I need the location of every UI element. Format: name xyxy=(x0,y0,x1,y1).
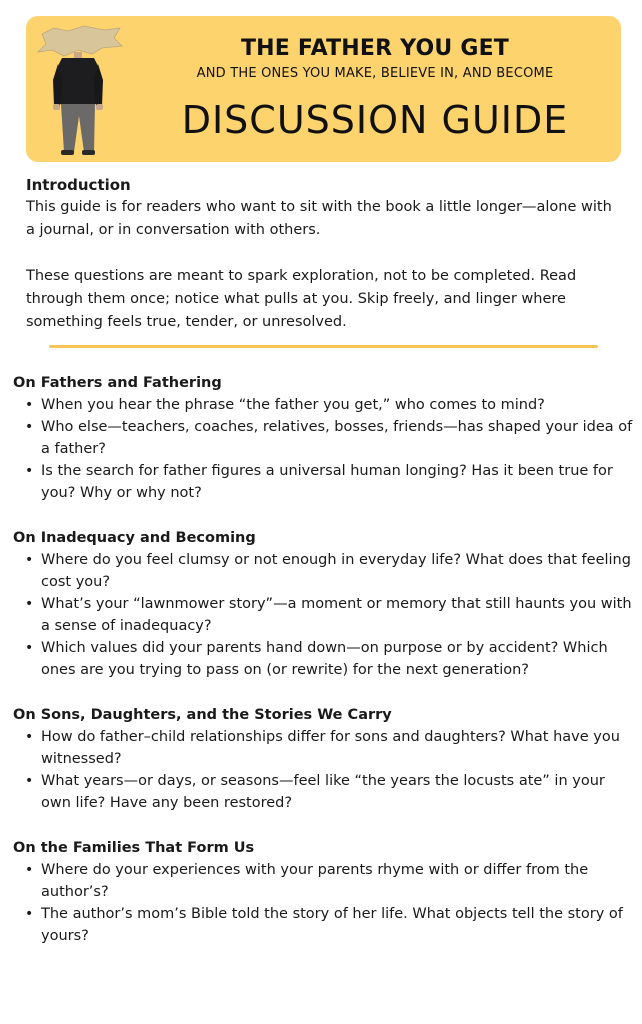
question-item: • The author’s mom’s Bible told the story of her life. What objects tell the story of yours? xyxy=(13,903,633,947)
question-item: • Is the search for father figures a universal human longing? Has it been true for you? Why or why not? xyxy=(13,460,633,504)
question-item: • Where do you feel clumsy or not enough in everyday life? What does that feeling cost you? xyxy=(13,549,633,593)
question-item: • Where do your experiences with your parents rhyme with or differ from the author’s? xyxy=(13,859,633,903)
section-heading: On the Families That Form Us xyxy=(13,840,255,856)
question-item: • What’s your “lawnmower story”—a moment or memory that still haunts you with a sense of inadequacy? xyxy=(13,593,633,637)
bullet-icon: • xyxy=(25,463,34,479)
section-fathers-and-fathering xyxy=(13,372,633,504)
discussion-guide-label: DISCUSSION GUIDE xyxy=(181,98,569,142)
bullet-icon: • xyxy=(25,397,34,413)
section-heading: On Inadequacy and Becoming xyxy=(13,530,256,546)
question-sections xyxy=(13,372,633,970)
question-item: • When you hear the phrase “the father you get,” who comes to mind? xyxy=(13,394,633,416)
question-item: • Who else—teachers, coaches, relatives, bosses, friends—has shaped your idea of a father? xyxy=(13,416,633,460)
introduction-paragraph: This guide is for readers who want to sit with the book a little longer—alone with a journal, or in conversation with others. xyxy=(26,199,612,238)
bullet-icon: • xyxy=(25,729,34,745)
book-title: THE FATHER YOU GET xyxy=(240,36,510,61)
bullet-icon: • xyxy=(25,640,34,656)
question-item: • How do father–child relationships differ for sons and daughters? What have you witnessed? xyxy=(13,726,633,770)
question-item: • What years—or days, or seasons—feel like “the years the locusts ate” in your own life? Have any been restored? xyxy=(13,770,633,814)
bullet-icon: • xyxy=(25,552,34,568)
introduction-heading: Introduction xyxy=(26,176,131,194)
bullet-icon: • xyxy=(25,596,34,612)
section-divider xyxy=(49,345,598,348)
bullet-icon: • xyxy=(25,862,34,878)
question-item: • Which values did your parents hand down—on purpose or by accident? Which ones are you trying to pass on (or rewrite) for the next generation? xyxy=(13,637,633,681)
book-subtitle: AND THE ONES YOU MAKE, BELIEVE IN, AND BECOME xyxy=(196,66,554,81)
introduction-paragraph: These questions are meant to spark exploration, not to be completed. Read through them once; notice what pulls at you. Skip freely, and linger where something feels true, tender, or unresolved. xyxy=(26,268,577,330)
bullet-icon: • xyxy=(25,906,34,922)
bullet-icon: • xyxy=(25,773,34,789)
section-heading: On Fathers and Fathering xyxy=(13,375,222,391)
section-heading: On Sons, Daughters, and the Stories We Carry xyxy=(13,707,392,723)
man-standing-figure-icon xyxy=(34,20,124,160)
section-sons-daughters-stories xyxy=(13,704,633,814)
section-inadequacy-and-becoming xyxy=(13,527,633,681)
section-families-that-form-us xyxy=(13,837,633,947)
bullet-icon: • xyxy=(25,419,34,435)
introduction-section xyxy=(26,176,616,334)
